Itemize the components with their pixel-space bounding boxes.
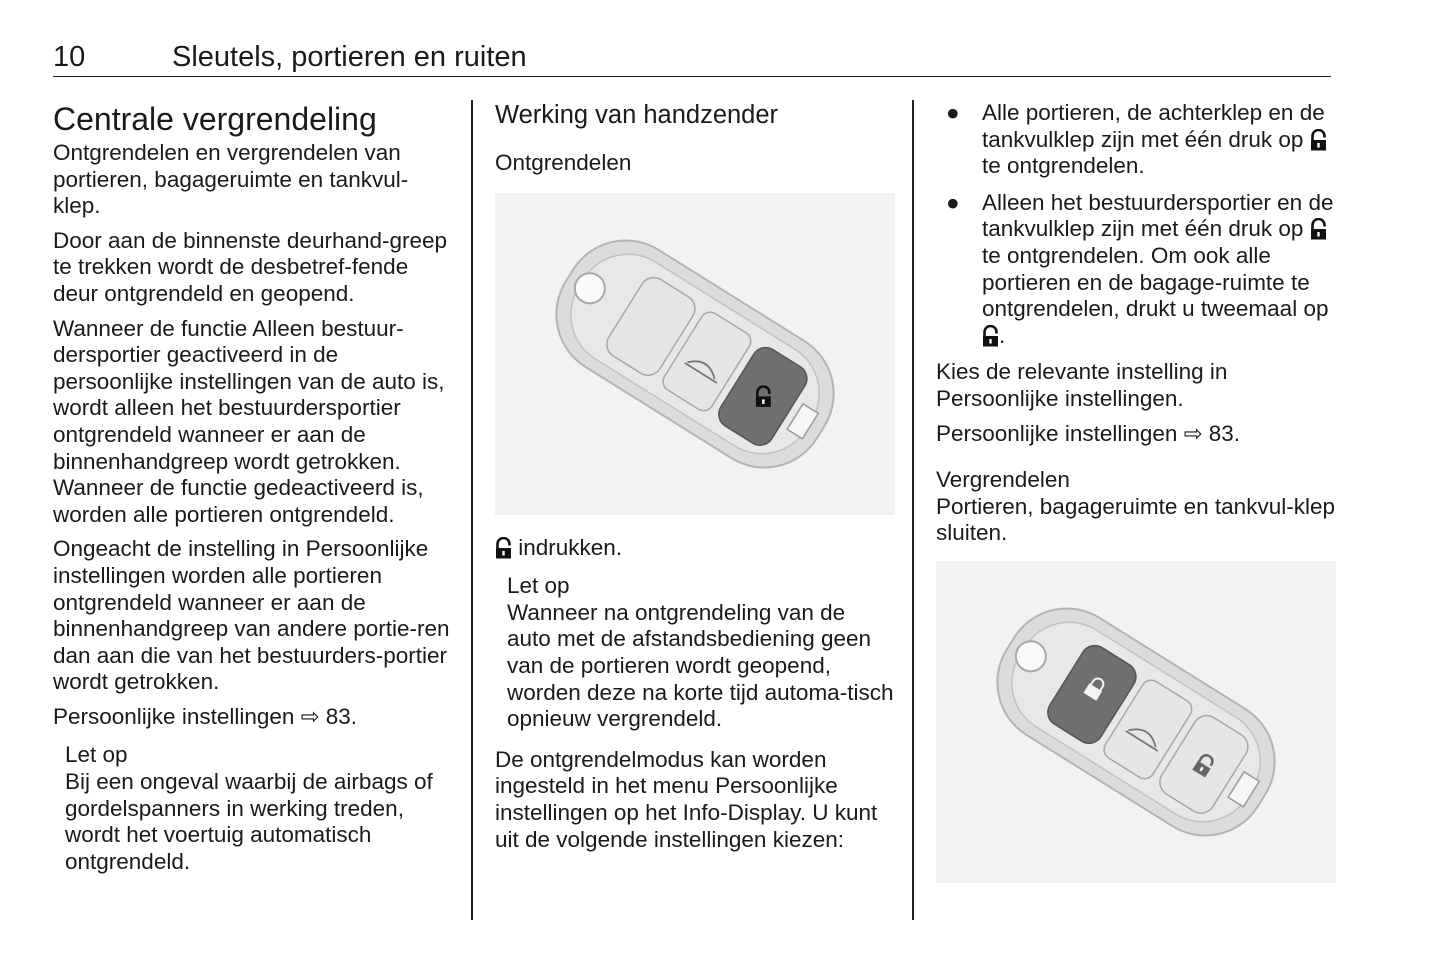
subsection-subheading: Vergrendelen xyxy=(936,467,1070,493)
cross-reference: Persoonlijke instellingen ⇨ 83. xyxy=(53,703,358,729)
column-left xyxy=(53,100,453,883)
page-number: 10 xyxy=(53,41,86,73)
note-text: Bij een ongeval waarbij de airbags of gordelspanners in werking treden, wordt het voertuig automatisch ontgrendeld. xyxy=(65,769,433,874)
subsection-subheading: Ontgrendelen xyxy=(495,150,632,175)
unlock-icon xyxy=(495,537,512,559)
column-middle xyxy=(495,100,895,861)
paragraph: Ontgrendelen en vergrendelen van portieren, bagageruimte en tankvul-klep. xyxy=(53,140,409,219)
note-box xyxy=(53,742,453,875)
key-fob-unlock-figure xyxy=(495,193,895,515)
unlock-icon xyxy=(1310,129,1327,151)
press-text: indrukken. xyxy=(518,534,623,560)
bullet-dot: ● xyxy=(946,100,960,125)
page-header xyxy=(53,40,1331,77)
note-title: Let op xyxy=(507,573,570,599)
paragraph: Portieren, bagageruimte en tankvul-klep sluiten. xyxy=(936,493,1335,546)
paragraph: Door aan de binnenste deurhand-greep te trekken wordt de desbetref-fende deur ontgrendeld en geopend. xyxy=(53,227,448,306)
column-divider xyxy=(912,100,914,920)
page-heading: Centrale vergrendeling xyxy=(53,101,377,137)
paragraph: Wanneer de functie Alleen bestuur-dersportier geactiveerd in de persoonlijke instellingen van de auto is, wordt alleen het bestuurdersportier ontgrendeld wanneer er aan de binnenhandgreep wordt getrokken. Wanneer de functie gedeactiveerd is, worden alle portieren ontgrendeld. xyxy=(53,315,445,527)
paragraph: Kies de relevante instelling in Persoonlijke instellingen. xyxy=(936,359,1228,411)
note-text: Wanneer na ontgrendeling van de auto met de afstandsbediening geen van de portieren wordt geopend, worden deze na korte tijd automa-tisch opnieuw vergrendeld. xyxy=(507,599,894,732)
unlock-icon xyxy=(982,325,999,347)
paragraph: De ontgrendelmodus kan worden ingesteld in het menu Persoonlijke instellingen op het Info-Display. U kunt uit de volgende instellingen kiezen: xyxy=(495,746,878,852)
press-instruction xyxy=(495,535,895,562)
column-right xyxy=(936,100,1336,903)
key-fob-lock-figure xyxy=(936,561,1336,883)
paragraph: Ongeacht de instelling in Persoonlijke instellingen worden alle portieren ontgrendeld wanneer er aan de binnenhandgreep van andere portie-ren dan aan die van het bestuurders-portier wordt getrokken. xyxy=(53,536,450,695)
cross-reference: Persoonlijke instellingen ⇨ 83. xyxy=(936,420,1241,446)
note-box xyxy=(495,573,895,733)
column-divider xyxy=(471,100,473,920)
note-title: Let op xyxy=(65,742,128,768)
list-item: ● Alleen het bestuurdersportier en de tankvulklep zijn met één druk op te ontgrendelen. Om ook alle portieren en de bagage-ruimte te ontgrendelen, drukt u tweemaal op . xyxy=(946,189,1334,348)
subsection-heading: Werking van handzender xyxy=(495,101,779,129)
unlock-icon xyxy=(1310,218,1327,240)
list-item: ● Alle portieren, de achterklep en de tankvulklep zijn met één druk op te ontgrendelen. xyxy=(946,100,1325,179)
section-title: Sleutels, portieren en ruiten xyxy=(172,41,527,73)
bullet-dot: ● xyxy=(946,189,960,215)
